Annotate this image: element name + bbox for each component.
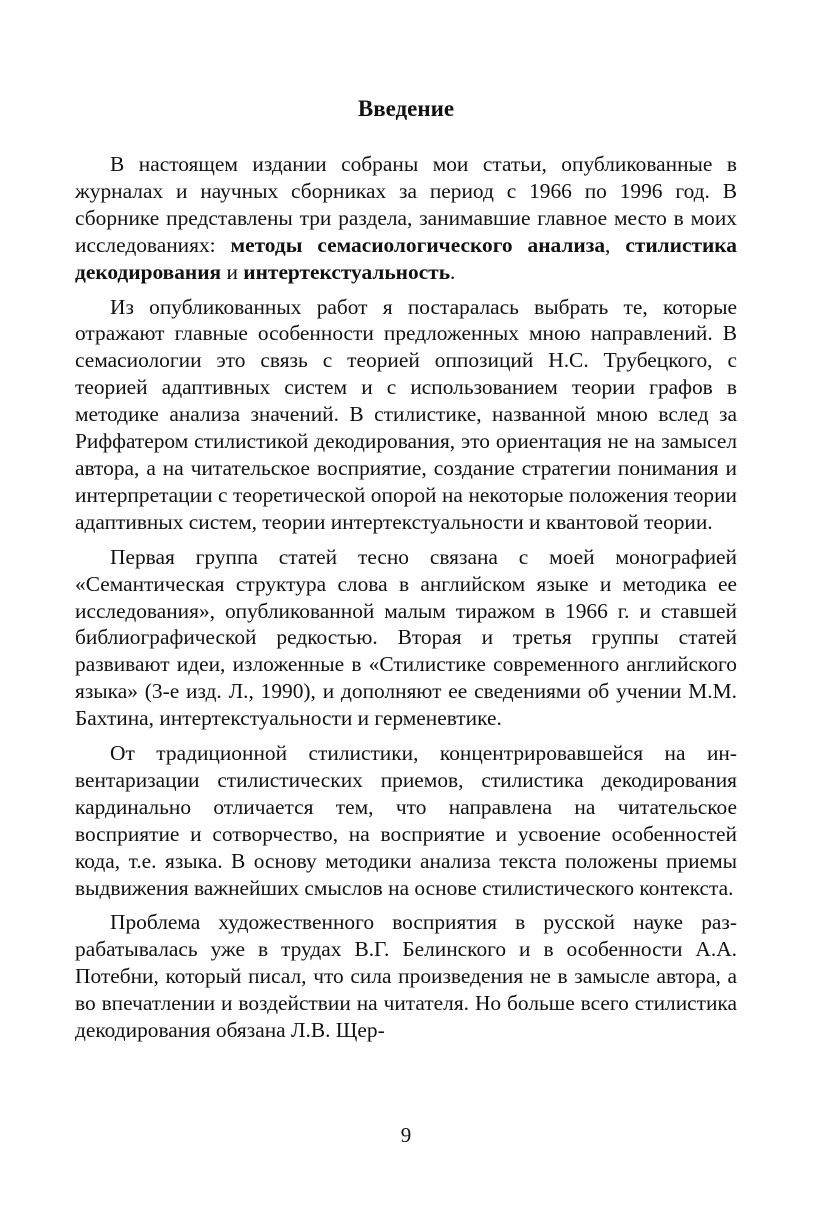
paragraph-1-text-a: В настоящем издании собраны мои статьи, опубликованные в журналах и научных сборниках за период с 1966 по 1996 год. В сборнике представлены три раздела, занимавшие главное место в моих исследованиях: bbox=[75, 152, 737, 257]
paragraph-4: От традиционной стилистики, концентрировавшейся на инвентаризации стилистических приемов, стилистика декодирования кардинально отличается тем, что направлена на читательское восприятие и сотворчество, на восприятие и усвоение особенностей кода, т.е. языка. В основу методики анализа текста положены приемы выдвижения важнейших смыслов на основе стилистического контекста. bbox=[75, 741, 737, 900]
page-number: 9 bbox=[400, 1123, 412, 1147]
bold-term-intertextuality: интертекстуальность bbox=[243, 259, 451, 284]
paragraph-1-text-d: . bbox=[450, 259, 456, 284]
paragraph-1-text-b: , bbox=[605, 232, 626, 257]
paragraph-1-text-c: и bbox=[221, 259, 244, 284]
bold-term-decoding-stylistics: стилистика декодирования bbox=[75, 232, 738, 284]
page-title: Введение bbox=[357, 96, 455, 121]
paragraph-2: Из опубликованных работ я постаралась выбрать те, которые отражают главные особенности предложенных мною направлений. В семасиологии это связь с теорией оппозиций Н.С. Трубецкого, с теорией адаптивных систем и с использованием теории графов в методике анализа значений. В стилистике, названной мною вслед за Риффатером стилистикой декодирования, это ориентация не на замысел автора, а на читательское восприятие, создание стратегии понимания и интерпретации с теоретической опорой на некоторые положения теории адаптивных систем, теории интертекстуальности и квантовой теории. bbox=[75, 294, 737, 534]
body-text bbox=[75, 151, 737, 1052]
book-page bbox=[75, 0, 737, 1211]
paragraph-5: Проблема художественного восприятия в русской науке разрабатывалась уже в трудах В.Г. Белинского и в особенности А.А. Потебни, который писал, что сила произведения не в замысле автора, а во впечатлении и воздействии на читателя. Но больше всего стилистика декодирования обязана Л.В. Щер- bbox=[75, 910, 737, 1043]
paragraph-3: Первая группа статей тесно связана с моей монографией «Семантическая структура слова в английском языке и методика ее исследования», опубликованной малым тиражом в 1966 г. и ставшей библиографической редкостью. Вторая и третья группы статей развивают идеи, изложенные в «Стилистике современного английского языка» (3-е изд. Л., 1990), и дополняют ее сведениями об учении М.М. Бахтина, интертекстуальности и герменевтике. bbox=[75, 544, 737, 731]
bold-term-semasiology: методы семасиологического анализа bbox=[230, 232, 606, 257]
paragraph-1 bbox=[75, 151, 737, 286]
